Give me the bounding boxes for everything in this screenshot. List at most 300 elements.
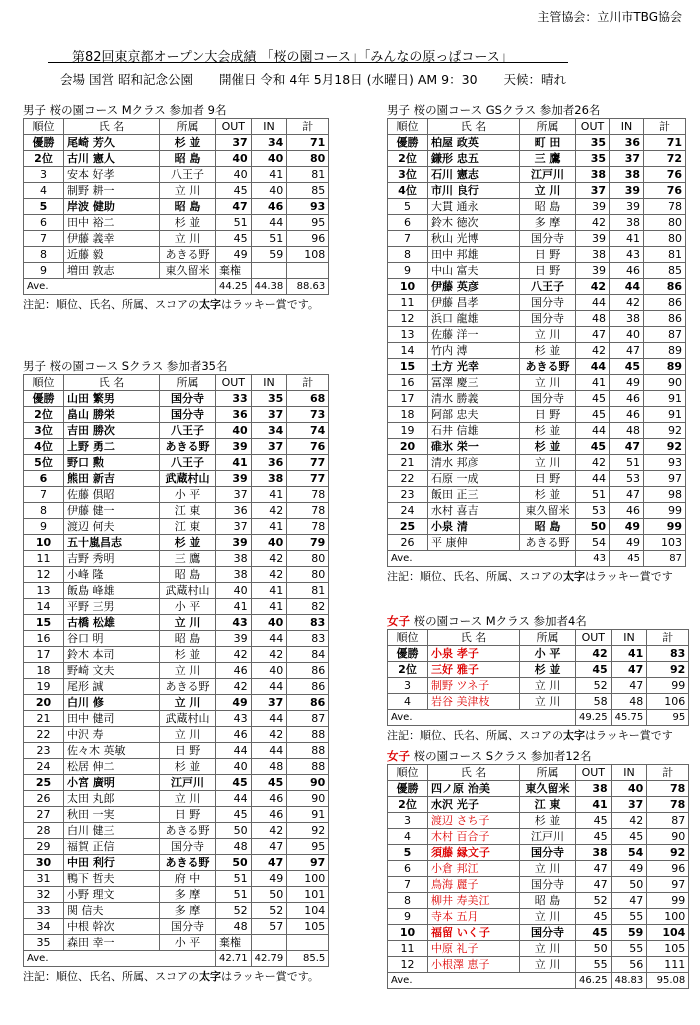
cell-total: 99 [644, 519, 686, 535]
cell-name: 鳥海 麗子 [428, 877, 520, 893]
table-header [388, 765, 689, 781]
cell-name: 近藤 毅 [64, 247, 160, 263]
cell-total: 105 [647, 941, 689, 957]
col-name-header: 氏 名 [428, 765, 520, 781]
cell-name: 渡辺 さち子 [428, 813, 520, 829]
cell-out: 44 [576, 295, 610, 311]
cell-name: 大貫 通永 [428, 199, 520, 215]
cell-club: 立 川 [160, 615, 216, 631]
table-row [24, 903, 329, 919]
cell-club: 国分寺 [160, 391, 216, 407]
cell-club: 小 平 [160, 487, 216, 503]
cell-rank: 10 [24, 535, 64, 551]
cell-name: 伊藤 義幸 [64, 231, 160, 247]
cell-out: 43 [216, 711, 252, 727]
cell-in: 41 [251, 167, 287, 183]
col-total-header: 計 [287, 119, 329, 135]
table-row [24, 855, 329, 871]
cell-club: 昭 島 [520, 893, 576, 909]
cell-rank: 9 [388, 909, 428, 925]
cell-rank: 13 [388, 327, 428, 343]
cell-club: あきる野 [520, 535, 576, 551]
cell-total: 92 [644, 423, 686, 439]
cell-out: 42 [576, 646, 612, 662]
cell-total: 99 [647, 678, 689, 694]
cell-in: 48 [610, 423, 644, 439]
cell-rank: 5 [24, 199, 64, 215]
table-row [24, 199, 329, 215]
cell-in: 45 [610, 359, 644, 375]
cell-name: 清水 勝義 [428, 391, 520, 407]
cell-rank: 7 [388, 877, 428, 893]
table-row [388, 151, 686, 167]
cell-name: 上野 勇二 [64, 439, 160, 455]
cell-rank: 20 [24, 695, 64, 711]
cell-out: 51 [576, 487, 610, 503]
cell-club: 八王子 [160, 455, 216, 471]
cell-club: 国分寺 [160, 919, 216, 935]
cell-in: 57 [251, 919, 287, 935]
cell-club: 多 摩 [160, 887, 216, 903]
cell-name: 清水 邦彦 [428, 455, 520, 471]
cell-rank: 27 [24, 807, 64, 823]
cell-in: 47 [610, 343, 644, 359]
table-row [388, 327, 686, 343]
cell-name: 石井 信雄 [428, 423, 520, 439]
cell-rank: 4 [24, 183, 64, 199]
cell-name: 白川 修 [64, 695, 160, 711]
cell-in: 42 [251, 727, 287, 743]
cell-name: 鈴木 徳次 [428, 215, 520, 231]
col-rank-header: 順位 [388, 119, 428, 135]
col-total-header: 計 [647, 765, 689, 781]
cell-in: 49 [611, 861, 647, 877]
cell-in: 46 [610, 263, 644, 279]
cell-club: 日 野 [160, 807, 216, 823]
cell-out: 38 [576, 845, 612, 861]
cell-name: 制野 ツネ子 [428, 678, 520, 694]
table-row [388, 535, 686, 551]
cell-out: 38 [216, 567, 252, 583]
cell-name: 中沢 寿 [64, 727, 160, 743]
cell-out: 44 [216, 743, 252, 759]
cell-out: 44 [576, 423, 610, 439]
cell-out: 52 [576, 678, 612, 694]
cell-in: 40 [610, 327, 644, 343]
col-out-header: OUT [576, 765, 612, 781]
cell-club: 国分寺 [520, 877, 576, 893]
cell-name: 中山 富夫 [428, 263, 520, 279]
col-name-header: 氏 名 [428, 119, 520, 135]
table-row [24, 647, 329, 663]
table-row [388, 861, 689, 877]
cell-out: 41 [216, 455, 252, 471]
cell-total: 106 [647, 694, 689, 710]
cell-out: 40 [216, 423, 252, 439]
cell-in: 47 [611, 893, 647, 909]
cell-club: あきる野 [160, 823, 216, 839]
cell-club: 立 川 [520, 375, 576, 391]
header-row [24, 375, 329, 391]
cell-rank: 優勝 [388, 135, 428, 151]
table-row [388, 797, 689, 813]
cell-rank: 6 [24, 215, 64, 231]
cell-club: 立 川 [520, 957, 576, 973]
table-row [388, 957, 689, 973]
cell-club: 杉 並 [520, 439, 576, 455]
section-title: 男子 桜の園コース Sクラス 参加者35名 [23, 359, 228, 373]
cell-name: 土方 光幸 [428, 359, 520, 375]
cell-name: 渡辺 何夫 [64, 519, 160, 535]
cell-rank: 26 [388, 535, 428, 551]
cell-club: 武蔵村山 [160, 583, 216, 599]
average-out: 44.25 [216, 279, 252, 295]
cell-name: 田中 邦雄 [428, 247, 520, 263]
cell-out: 41 [576, 797, 612, 813]
cell-total: 89 [644, 343, 686, 359]
cell-rank: 24 [24, 759, 64, 775]
cell-total: 88 [287, 759, 329, 775]
cell-club: 杉 並 [520, 662, 576, 678]
cell-name: 三好 雅子 [428, 662, 520, 678]
cell-out: 54 [576, 535, 610, 551]
lucky-note: 注記：順位、氏名、所属、スコアの太字はラッキー賞です [387, 570, 673, 583]
cell-total: 100 [287, 871, 329, 887]
cell-name: 浜口 龍雄 [428, 311, 520, 327]
cell-total: 80 [287, 551, 329, 567]
cell-club: 立 川 [160, 663, 216, 679]
cell-out: 45 [576, 662, 612, 678]
cell-name: 柳井 寿美江 [428, 893, 520, 909]
cell-total: 80 [644, 215, 686, 231]
average-row [24, 951, 329, 967]
table-row [388, 295, 686, 311]
cell-in: 45 [251, 775, 287, 791]
cell-club: 立 川 [520, 941, 576, 957]
cell-rank: 22 [24, 727, 64, 743]
cell-club: あきる野 [160, 439, 216, 455]
cell-in: 36 [251, 455, 287, 471]
cell-name: 制野 耕一 [64, 183, 160, 199]
cell-total: 71 [644, 135, 686, 151]
section-men-gs [387, 103, 686, 584]
cell-in: 47 [610, 439, 644, 455]
cell-in: 37 [611, 797, 647, 813]
cell-club: 町 田 [520, 135, 576, 151]
cell-club: 杉 並 [520, 813, 576, 829]
cell-out: 42 [576, 279, 610, 295]
cell-total: 97 [644, 471, 686, 487]
col-rank-header: 順位 [388, 630, 428, 646]
cell-rank: 32 [24, 887, 64, 903]
cell-rank: 3 [388, 678, 428, 694]
table-row [24, 679, 329, 695]
section-women-m [387, 614, 689, 743]
col-club-header: 所属 [520, 630, 576, 646]
cell-rank: 優勝 [24, 135, 64, 151]
cell-in: 50 [251, 887, 287, 903]
cell-in: 34 [251, 135, 287, 151]
col-in-header: IN [611, 630, 647, 646]
cell-out: 50 [216, 855, 252, 871]
table-row [388, 455, 686, 471]
cell-total [287, 935, 329, 951]
cell-rank: 4位 [24, 439, 64, 455]
cell-rank: 21 [24, 711, 64, 727]
cell-out: 45 [576, 925, 612, 941]
cell-total: 91 [287, 807, 329, 823]
cell-total: 100 [647, 909, 689, 925]
cell-total: 76 [287, 439, 329, 455]
col-name-header: 氏 名 [428, 630, 520, 646]
cell-club: 杉 並 [160, 759, 216, 775]
cell-in: 38 [610, 215, 644, 231]
lucky-note: 注記：順位、氏名、所属、スコアの太字はラッキー賞です。 [23, 970, 319, 983]
cell-in: 48 [251, 759, 287, 775]
table-row [388, 646, 689, 662]
venue-label: 会場 国営 昭和記念公園 [60, 72, 193, 87]
cell-club: 昭 島 [160, 199, 216, 215]
cell-total: 68 [287, 391, 329, 407]
cell-rank: 18 [388, 407, 428, 423]
cell-in: 45 [611, 829, 647, 845]
cell-rank: 優勝 [388, 646, 428, 662]
cell-name: 須藤 縁文子 [428, 845, 520, 861]
cell-out: 55 [576, 957, 612, 973]
cell-in: 40 [611, 781, 647, 797]
cell-club: 八王子 [520, 279, 576, 295]
cell-in: 44 [251, 631, 287, 647]
average-total: 95.08 [647, 973, 689, 989]
weather-label: 天候：晴れ [503, 72, 567, 87]
cell-out: 52 [216, 903, 252, 919]
header-row [388, 765, 689, 781]
table-row [24, 823, 329, 839]
cell-rank: 35 [24, 935, 64, 951]
cell-in: 47 [251, 839, 287, 855]
cell-club: 江戸川 [520, 167, 576, 183]
cell-out: 42 [576, 455, 610, 471]
cell-name: 石川 憲志 [428, 167, 520, 183]
cell-rank: 6 [388, 861, 428, 877]
cell-rank: 8 [388, 247, 428, 263]
results-table [387, 629, 689, 726]
average-in: 42.79 [251, 951, 287, 967]
table-row [388, 813, 689, 829]
cell-name: 白川 健三 [64, 823, 160, 839]
table-row [24, 487, 329, 503]
cell-total: 90 [647, 829, 689, 845]
col-club-header: 所属 [520, 765, 576, 781]
average-out: 49.25 [576, 710, 612, 726]
cell-club: 八王子 [160, 423, 216, 439]
cell-out: 45 [216, 807, 252, 823]
cell-club: 府 中 [160, 871, 216, 887]
cell-out: 45 [216, 231, 252, 247]
table-row [24, 151, 329, 167]
cell-name: 伊藤 昌孝 [428, 295, 520, 311]
cell-name: 平野 三男 [64, 599, 160, 615]
col-name-header: 氏 名 [64, 119, 160, 135]
cell-rank: 6 [388, 215, 428, 231]
cell-total: 90 [287, 791, 329, 807]
average-total: 95 [647, 710, 689, 726]
table-row [388, 423, 686, 439]
table-row [24, 519, 329, 535]
cell-rank: 19 [388, 423, 428, 439]
cell-in: 42 [251, 551, 287, 567]
cell-club: 東久留米 [160, 263, 216, 279]
table-row [388, 829, 689, 845]
cell-club: 杉 並 [160, 215, 216, 231]
cell-rank: 4位 [388, 183, 428, 199]
cell-out: 39 [576, 231, 610, 247]
table-row [24, 919, 329, 935]
cell-total: 81 [287, 583, 329, 599]
cell-total: 105 [287, 919, 329, 935]
cell-club: 国分寺 [520, 925, 576, 941]
cell-name: 小泉 清 [428, 519, 520, 535]
cell-out: 48 [216, 839, 252, 855]
lucky-note: 注記：順位、氏名、所属、スコアの太字はラッキー賞です。 [23, 298, 319, 311]
table-row [388, 215, 686, 231]
cell-rank: 9 [388, 263, 428, 279]
cell-name: 碓氷 栄一 [428, 439, 520, 455]
table-row [388, 439, 686, 455]
cell-club: 国分寺 [520, 391, 576, 407]
average-row [388, 551, 686, 567]
cell-total: 76 [644, 183, 686, 199]
cell-club: 杉 並 [160, 647, 216, 663]
cell-in: 40 [251, 535, 287, 551]
table-row [24, 455, 329, 471]
cell-out: 44 [576, 471, 610, 487]
cell-rank: 29 [24, 839, 64, 855]
cell-name: 福留 いく子 [428, 925, 520, 941]
cell-out: 44 [216, 791, 252, 807]
cell-in: 38 [610, 311, 644, 327]
table-row [24, 503, 329, 519]
cell-in: 39 [610, 199, 644, 215]
cell-out: 39 [216, 439, 252, 455]
cell-club: 三 鷹 [160, 551, 216, 567]
cell-total: 77 [287, 471, 329, 487]
results-table [23, 118, 329, 295]
cell-total: 87 [287, 711, 329, 727]
cell-rank: 3位 [24, 423, 64, 439]
cell-out: 47 [216, 199, 252, 215]
cell-name: 森田 幸一 [64, 935, 160, 951]
cell-name: 秋田 一実 [64, 807, 160, 823]
table-row [388, 279, 686, 295]
cell-out: 48 [576, 311, 610, 327]
cell-in: 41 [251, 599, 287, 615]
col-total-header: 計 [647, 630, 689, 646]
cell-club: 立 川 [160, 791, 216, 807]
col-club-header: 所属 [160, 375, 216, 391]
cell-rank: 12 [388, 311, 428, 327]
cell-club: 江 東 [160, 519, 216, 535]
cell-total: 91 [644, 407, 686, 423]
cell-club: 江 東 [160, 503, 216, 519]
cell-club: 国分寺 [160, 407, 216, 423]
cell-total: 73 [287, 407, 329, 423]
cell-name: 鎌形 忠五 [428, 151, 520, 167]
cell-name: 竹内 溥 [428, 343, 520, 359]
cell-out: 40 [216, 759, 252, 775]
cell-total: 78 [644, 199, 686, 215]
cell-club: 日 野 [520, 407, 576, 423]
cell-out: 45 [576, 829, 612, 845]
cell-total: 88 [287, 743, 329, 759]
table-row [24, 391, 329, 407]
cell-name: 山田 繁男 [64, 391, 160, 407]
cell-name: 秋山 光博 [428, 231, 520, 247]
cell-out: 33 [216, 391, 252, 407]
cell-club: 江戸川 [520, 829, 576, 845]
cell-name: 増田 敦志 [64, 263, 160, 279]
table-row [24, 231, 329, 247]
cell-rank: 15 [388, 359, 428, 375]
cell-out: 42 [216, 647, 252, 663]
cell-out: 35 [576, 135, 610, 151]
cell-name: 吉野 秀明 [64, 551, 160, 567]
cell-in: 37 [251, 407, 287, 423]
cell-total: 90 [287, 775, 329, 791]
cell-out: 36 [216, 407, 252, 423]
col-club-header: 所属 [160, 119, 216, 135]
cell-total: 86 [644, 295, 686, 311]
cell-in [251, 935, 287, 951]
cell-club: 杉 並 [520, 423, 576, 439]
cell-club: 八王子 [160, 167, 216, 183]
average-label: Ave. [24, 279, 216, 295]
cell-name: 中根 幹次 [64, 919, 160, 935]
cell-in: 53 [610, 471, 644, 487]
cell-in: 44 [251, 743, 287, 759]
cell-name: 尾形 誠 [64, 679, 160, 695]
table-row [24, 743, 329, 759]
cell-in: 49 [251, 871, 287, 887]
cell-rank: 3位 [388, 167, 428, 183]
cell-in: 46 [251, 199, 287, 215]
table-row [388, 678, 689, 694]
cell-in: 35 [251, 391, 287, 407]
cell-name: 尾崎 芳久 [64, 135, 160, 151]
average-total: 87 [644, 551, 686, 567]
cell-total: 78 [647, 781, 689, 797]
cell-rank: 20 [388, 439, 428, 455]
cell-total: 103 [644, 535, 686, 551]
cell-rank: 26 [24, 791, 64, 807]
cell-out: 52 [576, 893, 612, 909]
cell-total: 99 [647, 893, 689, 909]
table-row [24, 135, 329, 151]
cell-rank: 4 [388, 694, 428, 710]
cell-out: 45 [576, 407, 610, 423]
cell-out: 39 [216, 471, 252, 487]
cell-out: 37 [216, 135, 252, 151]
cell-club: 武蔵村山 [160, 471, 216, 487]
cell-club: 昭 島 [520, 519, 576, 535]
cell-in: 59 [251, 247, 287, 263]
col-rank-header: 順位 [24, 119, 64, 135]
table-row [388, 231, 686, 247]
cell-total: 71 [287, 135, 329, 151]
cell-in: 46 [610, 391, 644, 407]
table-row [24, 247, 329, 263]
cell-out: 39 [216, 535, 252, 551]
